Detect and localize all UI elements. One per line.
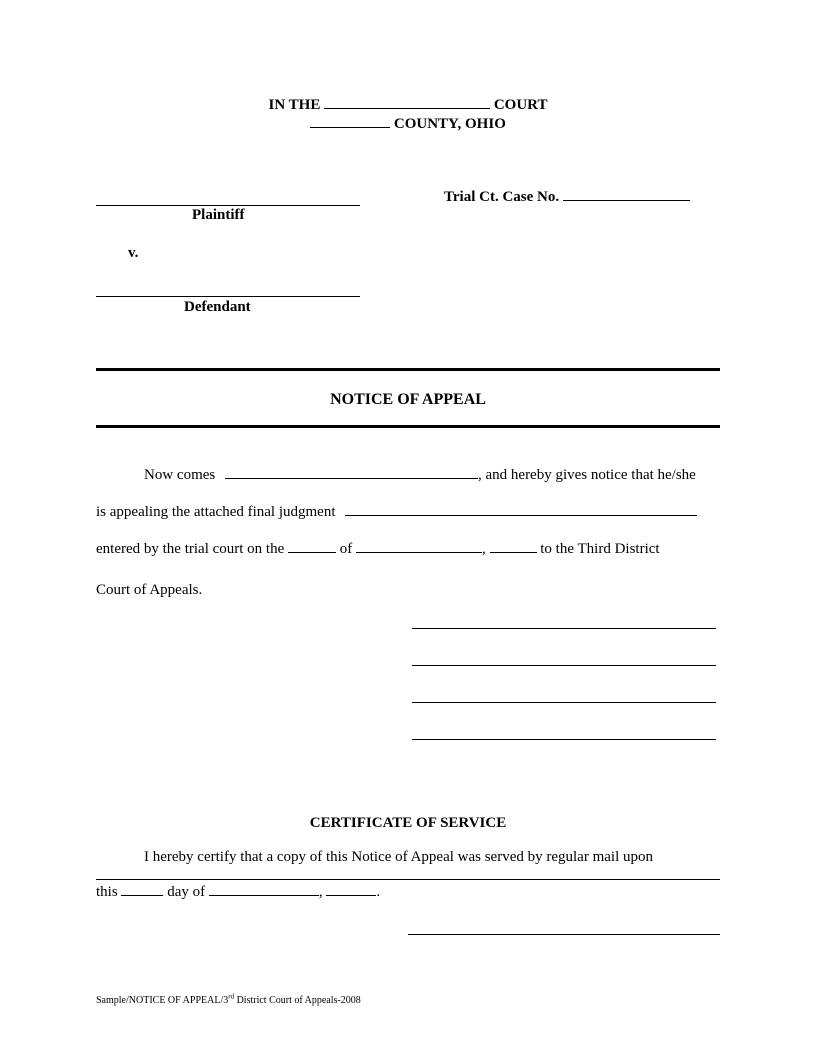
judgment-description-blank[interactable]: [345, 503, 697, 516]
title-rule-bottom: [96, 425, 720, 428]
gives-notice-text: , and hereby gives notice that he/she: [478, 467, 696, 483]
date-comma: ,: [482, 541, 486, 557]
body-line-2: [96, 503, 697, 521]
signature-line-4[interactable]: [412, 739, 716, 740]
to-third-district-text: to the Third District: [540, 541, 660, 557]
certify-text: I hereby certify that a copy of this Notice of Appeal was served by regular mail upon: [144, 849, 653, 865]
footer-suffix: District Court of Appeals-2008: [234, 995, 361, 1006]
title-rule-top: [96, 368, 720, 371]
signature-line-3[interactable]: [412, 702, 716, 703]
appealing-text: is appealing the attached final judgment: [96, 504, 336, 520]
certificate-signature-line[interactable]: [408, 934, 720, 935]
court-of-appeals-text: Court of Appeals.: [96, 582, 203, 598]
court-header-line2: [0, 115, 816, 133]
signature-line-2[interactable]: [412, 665, 716, 666]
service-comma: ,: [318, 884, 323, 900]
service-date-row: [96, 883, 380, 901]
court-header-suffix: COURT: [493, 97, 548, 113]
service-year-blank[interactable]: [326, 883, 376, 896]
versus-label: v.: [128, 245, 139, 261]
court-header-line1: [0, 96, 816, 114]
certificate-title: CERTIFICATE OF SERVICE: [309, 815, 507, 831]
entered-by-text: entered by the trial court on the: [96, 541, 285, 557]
footer-prefix: Sample/NOTICE OF APPEAL/3: [96, 995, 229, 1006]
county-name-blank[interactable]: [310, 115, 390, 128]
footer-superscript: rd: [228, 992, 235, 1001]
case-number-label: Trial Ct. Case No.: [444, 189, 560, 205]
case-number-row: [444, 188, 690, 206]
body-line-1: [144, 466, 696, 484]
judgment-year-blank[interactable]: [490, 540, 537, 553]
case-number-blank[interactable]: [563, 188, 690, 201]
now-comes-text: Now comes: [144, 467, 216, 483]
body-line-3: [96, 540, 660, 558]
footer-text: [96, 992, 361, 1006]
of-text: of: [339, 541, 353, 557]
court-header-prefix: IN THE: [268, 97, 321, 113]
plaintiff-name-line[interactable]: [96, 205, 360, 206]
signature-line-1[interactable]: [412, 628, 716, 629]
plaintiff-label: Plaintiff: [192, 207, 245, 223]
service-month-blank[interactable]: [209, 883, 319, 896]
served-party-line[interactable]: [96, 879, 720, 880]
appellant-name-blank[interactable]: [225, 466, 478, 479]
notice-title: NOTICE OF APPEAL: [330, 391, 486, 408]
this-text: this: [96, 884, 118, 900]
defendant-label: Defendant: [184, 299, 251, 315]
service-day-blank[interactable]: [121, 883, 163, 896]
day-of-text: day of: [167, 884, 206, 900]
county-ohio-label: COUNTY, OHIO: [393, 116, 506, 132]
court-name-blank[interactable]: [324, 96, 490, 109]
judgment-day-blank[interactable]: [288, 540, 336, 553]
defendant-name-line[interactable]: [96, 296, 360, 297]
judgment-month-blank[interactable]: [356, 540, 482, 553]
service-period: .: [376, 884, 381, 900]
